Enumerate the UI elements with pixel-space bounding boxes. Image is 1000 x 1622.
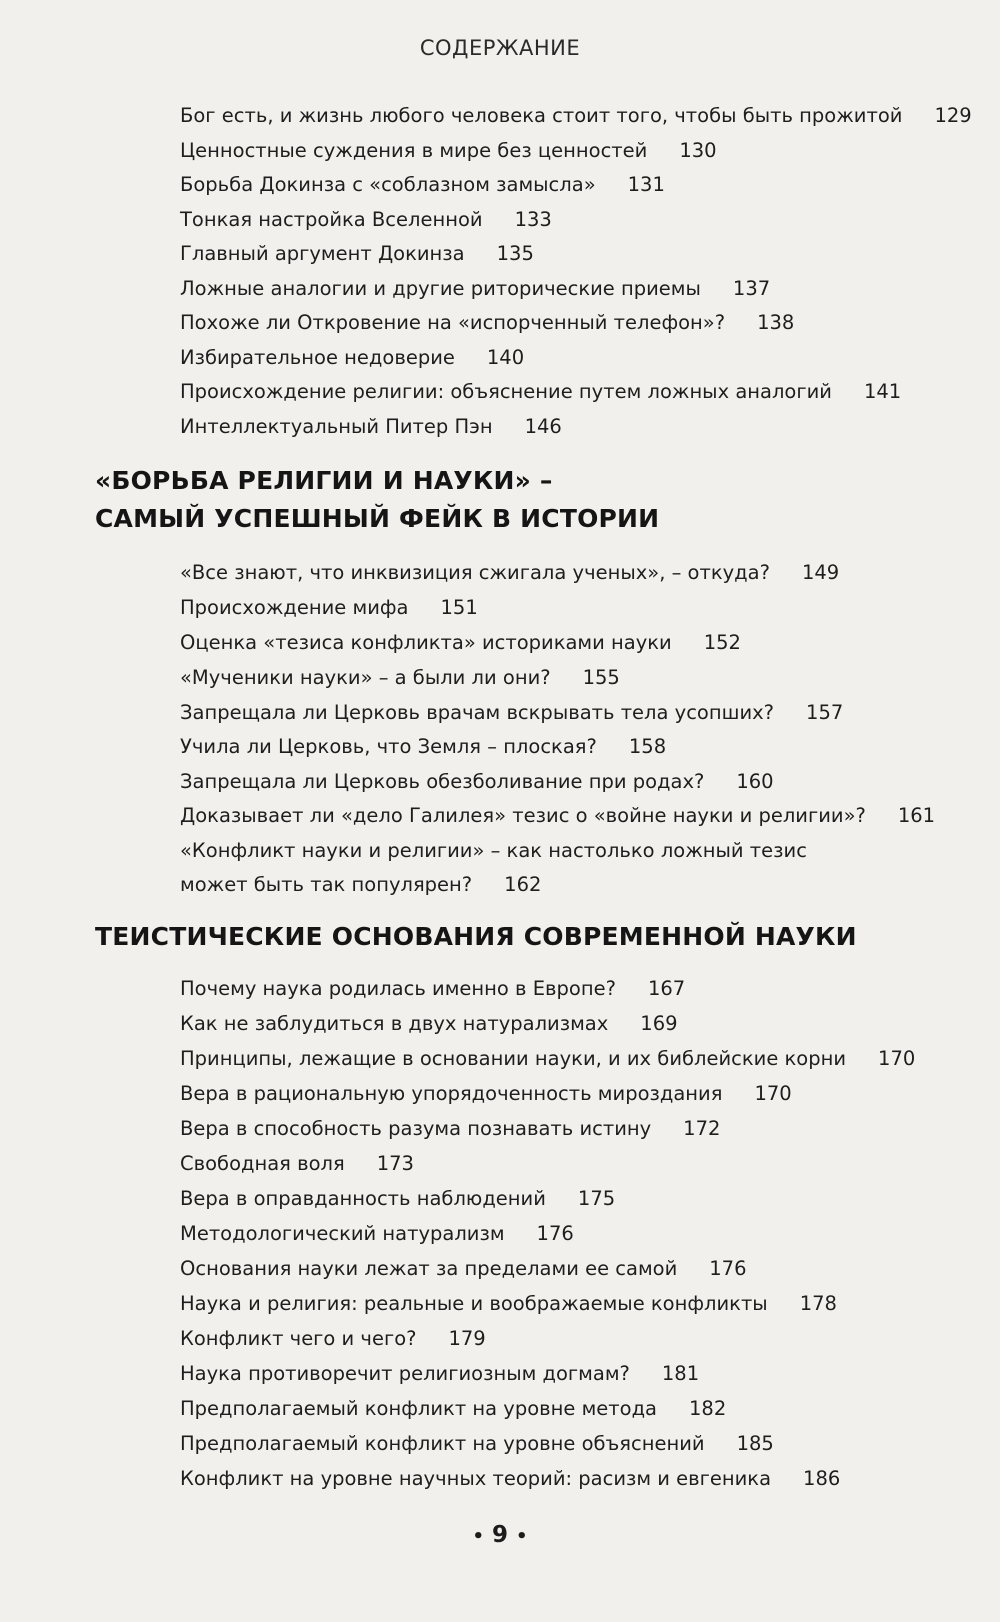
toc-entry-title-line2: может быть так популярен? — [180, 873, 473, 896]
toc-entry — [180, 1006, 678, 1041]
toc-entry-page: 131 — [627, 173, 665, 196]
toc-entry-title: Тонкая настройка Вселенной — [180, 208, 483, 231]
toc-entry — [180, 374, 901, 409]
toc-entry-title: Оценка «тезиса конфликта» историками науки — [180, 631, 672, 654]
toc-entry-page: 158 — [628, 735, 667, 758]
toc-entry-title: Ценностные суждения в мире без ценностей — [180, 139, 648, 162]
toc-entry-title: Борьба Докинза с «соблазном замысла» — [180, 173, 596, 196]
toc-entry-page: 172 — [683, 1117, 721, 1140]
toc-entry-title-line1: «Конфликт науки и религии» – как настолько ложный тезис — [180, 839, 807, 862]
toc-entry — [180, 305, 794, 340]
toc-entry — [180, 1216, 574, 1251]
toc-entry — [180, 764, 774, 799]
section-title: САМЫЙ УСПЕШНЫЙ ФЕЙК В ИСТОРИИ — [95, 504, 660, 533]
toc-entry-page: 133 — [514, 208, 552, 231]
toc-entry — [180, 1041, 915, 1076]
toc-entry — [180, 1321, 486, 1356]
toc-entry — [180, 1391, 726, 1426]
toc-entry-title: Предполагаемый конфликт на уровне объяснений — [180, 1432, 705, 1455]
toc-entry-page: 167 — [647, 977, 686, 1000]
toc-entry-page: 169 — [640, 1012, 678, 1035]
toc-entry-page: 141 — [863, 380, 902, 403]
page-footer — [0, 1522, 1000, 1548]
toc-entry — [180, 695, 843, 730]
toc-entry-page: 162 — [504, 873, 542, 896]
toc-entry — [180, 167, 665, 202]
toc-entry — [180, 1181, 615, 1216]
toc-entry — [180, 133, 717, 168]
toc-entry-page: 182 — [689, 1397, 727, 1420]
toc-entry-page: 181 — [661, 1362, 700, 1385]
toc-entry — [180, 202, 552, 237]
toc-entry — [180, 340, 524, 375]
toc-entry-title: Конфликт на уровне научных теорий: расизм и евгеника — [180, 1467, 772, 1490]
toc-entry-page: 173 — [376, 1152, 414, 1175]
toc-entry-title: Методологический натурализм — [180, 1222, 505, 1245]
toc-entry — [180, 1076, 792, 1111]
toc-entry — [180, 660, 620, 695]
bullet-left: • — [472, 1526, 484, 1547]
toc-entry-page: 140 — [486, 346, 525, 369]
toc-entry-page: 186 — [803, 1467, 841, 1490]
toc-entry-page: 179 — [448, 1327, 486, 1350]
toc-entry — [180, 271, 770, 306]
toc-entry-title: Бог есть, и жизнь любого человека стоит того, чтобы быть прожитой — [180, 104, 903, 127]
toc-entry-page: 149 — [801, 561, 840, 584]
toc-entry-title: Запрещала ли Церковь врачам вскрывать тела усопших? — [180, 701, 775, 724]
toc-entry — [180, 1286, 837, 1321]
toc-entry — [180, 1146, 414, 1181]
toc-entry-title: Интеллектуальный Питер Пэн — [180, 415, 493, 438]
toc-entry-page: 170 — [878, 1047, 916, 1070]
toc-entry-title: Как не заблудиться в двух натурализмах — [180, 1012, 609, 1035]
toc-entry — [180, 236, 534, 271]
toc-entry-title: Главный аргумент Докинза — [180, 242, 465, 265]
toc-entry-title: Запрещала ли Церковь обезболивание при родах? — [180, 770, 705, 793]
toc-entry — [180, 798, 935, 833]
toc-entry-page: 138 — [757, 311, 795, 334]
toc-entry — [180, 971, 685, 1006]
toc-entry-title: Основания науки лежат за пределами ее самой — [180, 1257, 678, 1280]
toc-entry-title: Наука и религия: реальные и воображаемые конфликты — [180, 1292, 768, 1315]
toc-entry — [180, 555, 839, 590]
toc-entry-multiline-cont — [180, 867, 541, 902]
toc-entry — [180, 409, 562, 444]
toc-entry-page: 185 — [736, 1432, 774, 1455]
toc-entry — [180, 1461, 840, 1496]
toc-entry — [180, 1356, 699, 1391]
toc-entry — [180, 625, 741, 660]
toc-entry-title: Предполагаемый конфликт на уровне метода — [180, 1397, 657, 1420]
bullet-right: • — [516, 1526, 528, 1547]
toc-entry-page: 160 — [736, 770, 774, 793]
page-header: СОДЕРЖАНИЕ — [419, 36, 581, 60]
toc-entry-title: Доказывает ли «дело Галилея» тезис о «войне науки и религии»? — [180, 804, 866, 827]
toc-entry-page: 152 — [703, 631, 741, 654]
toc-entry-title: «Мученики науки» – а были ли они? — [180, 666, 551, 689]
toc-entry-page: 178 — [799, 1292, 837, 1315]
toc-entry-title: Происхождение религии: объяснение путем ложных аналогий — [180, 380, 832, 403]
section-title: «БОРЬБА РЕЛИГИИ И НАУКИ» – — [95, 466, 553, 495]
toc-entry — [180, 590, 478, 625]
toc-entry — [180, 1111, 720, 1146]
toc-entry-page: 146 — [524, 415, 562, 438]
toc-entry-page: 151 — [440, 596, 478, 619]
section-title: ТЕИСТИЧЕСКИЕ ОСНОВАНИЯ СОВРЕМЕННОЙ НАУКИ — [95, 922, 857, 951]
toc-entry-title: Вера в оправданность наблюдений — [180, 1187, 546, 1210]
toc-entry-page: 157 — [806, 701, 844, 724]
toc-entry-title: Конфликт чего и чего? — [180, 1327, 417, 1350]
toc-entry-title: Похоже ли Откровение на «испорченный телефон»? — [180, 311, 726, 334]
toc-entry-multiline — [180, 833, 807, 868]
toc-entry-title: Происхождение мифа — [180, 596, 409, 619]
toc-entry-title: «Все знают, что инквизиция сжигала ученых», – откуда? — [180, 561, 770, 584]
toc-entry-page: 135 — [496, 242, 534, 265]
toc-entry-title: Свободная воля — [180, 1152, 345, 1175]
toc-entry — [180, 729, 666, 764]
toc-entry-page: 170 — [754, 1082, 792, 1105]
toc-entry-page: 137 — [732, 277, 771, 300]
toc-entry-title: Вера в рациональную упорядоченность мироздания — [180, 1082, 723, 1105]
toc-entry-title: Принципы, лежащие в основании науки, и их библейские корни — [180, 1047, 847, 1070]
toc-entry-title: Наука противоречит религиозным догмам? — [180, 1362, 630, 1385]
toc-entry-page: 155 — [582, 666, 620, 689]
toc-entry-page: 130 — [679, 139, 717, 162]
page-number: 9 — [491, 1522, 508, 1548]
toc-entry-title: Учила ли Церковь, что Земля – плоская? — [180, 735, 597, 758]
toc-entry-page: 161 — [897, 804, 936, 827]
toc-entry-page: 176 — [709, 1257, 747, 1280]
toc-entry-title: Избирательное недоверие — [180, 346, 455, 369]
toc-entry-page: 176 — [536, 1222, 574, 1245]
toc-entry-page: 129 — [934, 104, 972, 127]
toc-entry — [180, 1426, 774, 1461]
toc-entry-title: Почему наука родилась именно в Европе? — [180, 977, 616, 1000]
toc-entry — [180, 98, 972, 133]
toc-entry-title: Ложные аналогии и другие риторические приемы — [180, 277, 701, 300]
toc-entry-page: 175 — [577, 1187, 616, 1210]
toc-entry — [180, 1251, 747, 1286]
toc-entry-title: Вера в способность разума познавать истину — [180, 1117, 652, 1140]
